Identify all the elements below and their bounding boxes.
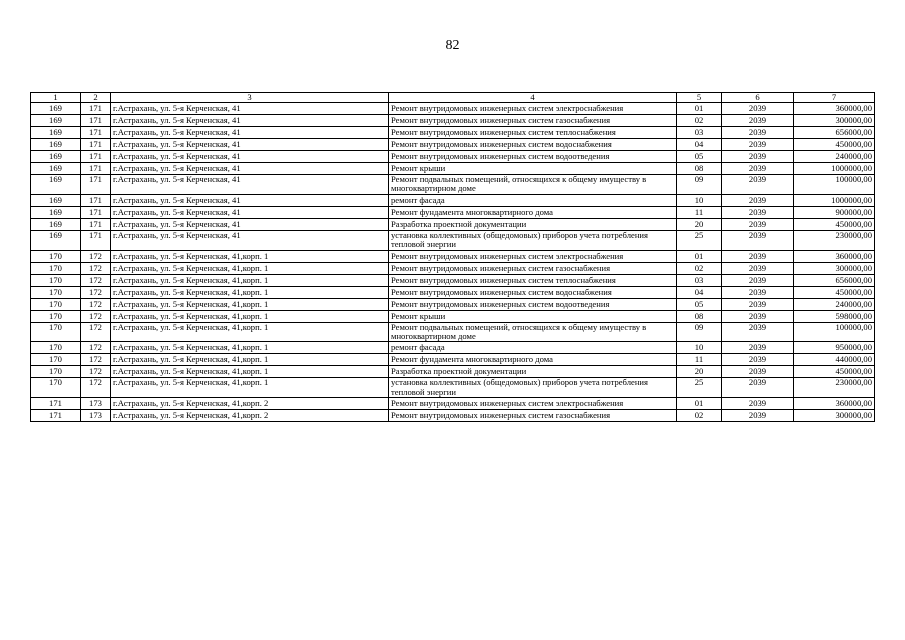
- cell-year: 2039: [722, 151, 794, 163]
- cell-work-code: 05: [677, 298, 722, 310]
- cell-cost: 100000,00: [794, 322, 875, 342]
- cell-address: г.Астрахань, ул. 5-я Керченская, 41,корп. 1: [111, 274, 389, 286]
- table-row: [31, 115, 875, 127]
- cell-row-number: 169: [31, 218, 81, 230]
- cell-work-code: 20: [677, 366, 722, 378]
- cell-house-number: 171: [81, 230, 111, 250]
- table-row: [31, 218, 875, 230]
- cell-row-number: 169: [31, 194, 81, 206]
- table-row: [31, 206, 875, 218]
- cell-year: 2039: [722, 366, 794, 378]
- cell-work-type: Ремонт внутридомовых инженерных систем электроснабжения: [389, 103, 677, 115]
- cell-row-number: 169: [31, 127, 81, 139]
- cell-row-number: 169: [31, 103, 81, 115]
- cell-cost: 360000,00: [794, 398, 875, 410]
- cell-row-number: 170: [31, 354, 81, 366]
- cell-row-number: 170: [31, 262, 81, 274]
- cell-work-code: 05: [677, 151, 722, 163]
- cell-year: 2039: [722, 286, 794, 298]
- cell-house-number: 172: [81, 274, 111, 286]
- cell-house-number: 172: [81, 262, 111, 274]
- cell-year: 2039: [722, 230, 794, 250]
- cell-year: 2039: [722, 206, 794, 218]
- cell-house-number: 172: [81, 298, 111, 310]
- cell-cost: 440000,00: [794, 354, 875, 366]
- cell-work-type: Ремонт крыши: [389, 310, 677, 322]
- cell-row-number: 169: [31, 115, 81, 127]
- cell-cost: 300000,00: [794, 115, 875, 127]
- cell-address: г.Астрахань, ул. 5-я Керченская, 41,корп. 1: [111, 354, 389, 366]
- cell-year: 2039: [722, 103, 794, 115]
- cell-cost: 450000,00: [794, 139, 875, 151]
- repair-schedule-table: [30, 92, 875, 422]
- cell-work-type: Ремонт внутридомовых инженерных систем теплоснабжения: [389, 127, 677, 139]
- cell-house-number: 173: [81, 410, 111, 422]
- cell-year: 2039: [722, 342, 794, 354]
- cell-house-number: 172: [81, 322, 111, 342]
- cell-work-code: 03: [677, 274, 722, 286]
- table-row: [31, 175, 875, 195]
- cell-work-type: ремонт фасада: [389, 342, 677, 354]
- table-row: [31, 286, 875, 298]
- column-header-6: 6: [722, 93, 794, 103]
- cell-row-number: 170: [31, 298, 81, 310]
- cell-house-number: 172: [81, 286, 111, 298]
- cell-year: 2039: [722, 163, 794, 175]
- cell-year: 2039: [722, 194, 794, 206]
- cell-address: г.Астрахань, ул. 5-я Керченская, 41,корп. 1: [111, 366, 389, 378]
- cell-cost: 900000,00: [794, 206, 875, 218]
- cell-cost: 300000,00: [794, 410, 875, 422]
- cell-address: г.Астрахань, ул. 5-я Керченская, 41,корп. 1: [111, 378, 389, 398]
- cell-house-number: 171: [81, 151, 111, 163]
- cell-work-code: 08: [677, 310, 722, 322]
- cell-year: 2039: [722, 354, 794, 366]
- cell-row-number: 169: [31, 206, 81, 218]
- cell-work-code: 10: [677, 194, 722, 206]
- cell-house-number: 172: [81, 310, 111, 322]
- cell-work-type: ремонт фасада: [389, 194, 677, 206]
- cell-address: г.Астрахань, ул. 5-я Керченская, 41,корп. 2: [111, 410, 389, 422]
- cell-work-type: установка коллективных (общедомовых) приборов учета потребления тепловой энергии: [389, 378, 677, 398]
- cell-work-code: 02: [677, 262, 722, 274]
- table-header-row: [31, 93, 875, 103]
- cell-work-code: 09: [677, 175, 722, 195]
- cell-work-type: Ремонт внутридомовых инженерных систем водоснабжения: [389, 139, 677, 151]
- cell-cost: 240000,00: [794, 298, 875, 310]
- cell-work-type: Ремонт внутридомовых инженерных систем электроснабжения: [389, 250, 677, 262]
- cell-work-code: 04: [677, 139, 722, 151]
- cell-work-type: Ремонт внутридомовых инженерных систем теплоснабжения: [389, 274, 677, 286]
- cell-house-number: 171: [81, 115, 111, 127]
- cell-cost: 100000,00: [794, 175, 875, 195]
- cell-work-type: Ремонт подвальных помещений, относящихся к общему имуществу в многоквартирном доме: [389, 175, 677, 195]
- table-row: [31, 230, 875, 250]
- cell-row-number: 170: [31, 366, 81, 378]
- cell-cost: 1000000,00: [794, 194, 875, 206]
- cell-year: 2039: [722, 322, 794, 342]
- cell-year: 2039: [722, 115, 794, 127]
- cell-row-number: 171: [31, 410, 81, 422]
- cell-year: 2039: [722, 262, 794, 274]
- cell-cost: 360000,00: [794, 250, 875, 262]
- table-row: [31, 250, 875, 262]
- cell-year: 2039: [722, 410, 794, 422]
- cell-work-code: 02: [677, 410, 722, 422]
- cell-work-type: Ремонт внутридомовых инженерных систем водоснабжения: [389, 286, 677, 298]
- cell-address: г.Астрахань, ул. 5-я Керченская, 41: [111, 206, 389, 218]
- cell-house-number: 171: [81, 175, 111, 195]
- cell-address: г.Астрахань, ул. 5-я Керченская, 41,корп. 1: [111, 286, 389, 298]
- cell-house-number: 172: [81, 250, 111, 262]
- table-body: [31, 103, 875, 422]
- cell-house-number: 172: [81, 378, 111, 398]
- cell-year: 2039: [722, 250, 794, 262]
- column-header-7: 7: [794, 93, 875, 103]
- cell-row-number: 169: [31, 163, 81, 175]
- cell-house-number: 172: [81, 354, 111, 366]
- cell-address: г.Астрахань, ул. 5-я Керченская, 41,корп. 1: [111, 298, 389, 310]
- cell-year: 2039: [722, 274, 794, 286]
- cell-work-type: Ремонт внутридомовых инженерных систем газоснабжения: [389, 410, 677, 422]
- table-row: [31, 354, 875, 366]
- cell-work-code: 08: [677, 163, 722, 175]
- cell-year: 2039: [722, 127, 794, 139]
- cell-cost: 240000,00: [794, 151, 875, 163]
- table-row: [31, 139, 875, 151]
- cell-address: г.Астрахань, ул. 5-я Керченская, 41: [111, 139, 389, 151]
- cell-year: 2039: [722, 398, 794, 410]
- table-row: [31, 410, 875, 422]
- cell-cost: 656000,00: [794, 127, 875, 139]
- column-header-2: 2: [81, 93, 111, 103]
- cell-year: 2039: [722, 139, 794, 151]
- cell-row-number: 169: [31, 175, 81, 195]
- column-header-1: 1: [31, 93, 81, 103]
- cell-row-number: 170: [31, 250, 81, 262]
- cell-row-number: 169: [31, 139, 81, 151]
- cell-address: г.Астрахань, ул. 5-я Керченская, 41: [111, 115, 389, 127]
- cell-row-number: 170: [31, 274, 81, 286]
- cell-cost: 656000,00: [794, 274, 875, 286]
- cell-row-number: 169: [31, 230, 81, 250]
- cell-cost: 450000,00: [794, 218, 875, 230]
- table-row: [31, 163, 875, 175]
- cell-work-code: 04: [677, 286, 722, 298]
- cell-address: г.Астрахань, ул. 5-я Керченская, 41: [111, 175, 389, 195]
- cell-work-type: Ремонт внутридомовых инженерных систем газоснабжения: [389, 262, 677, 274]
- table-row: [31, 398, 875, 410]
- cell-row-number: 170: [31, 286, 81, 298]
- cell-house-number: 171: [81, 218, 111, 230]
- cell-row-number: 170: [31, 378, 81, 398]
- cell-house-number: 172: [81, 342, 111, 354]
- cell-house-number: 172: [81, 366, 111, 378]
- cell-house-number: 171: [81, 103, 111, 115]
- cell-cost: 230000,00: [794, 230, 875, 250]
- table-row: [31, 322, 875, 342]
- cell-row-number: 169: [31, 151, 81, 163]
- cell-house-number: 171: [81, 194, 111, 206]
- cell-work-type: Разработка проектной документации: [389, 218, 677, 230]
- column-header-4: 4: [389, 93, 677, 103]
- table-row: [31, 342, 875, 354]
- cell-work-code: 01: [677, 250, 722, 262]
- cell-work-code: 01: [677, 103, 722, 115]
- cell-work-type: установка коллективных (общедомовых) приборов учета потребления тепловой энергии: [389, 230, 677, 250]
- cell-work-type: Разработка проектной документации: [389, 366, 677, 378]
- cell-cost: 598000,00: [794, 310, 875, 322]
- cell-year: 2039: [722, 298, 794, 310]
- table-row: [31, 298, 875, 310]
- table-row: [31, 194, 875, 206]
- cell-address: г.Астрахань, ул. 5-я Керченская, 41,корп. 1: [111, 310, 389, 322]
- cell-address: г.Астрахань, ул. 5-я Керченская, 41,корп. 1: [111, 322, 389, 342]
- cell-work-code: 25: [677, 230, 722, 250]
- cell-work-code: 25: [677, 378, 722, 398]
- cell-address: г.Астрахань, ул. 5-я Керченская, 41: [111, 127, 389, 139]
- table-row: [31, 127, 875, 139]
- cell-cost: 450000,00: [794, 366, 875, 378]
- cell-address: г.Астрахань, ул. 5-я Керченская, 41: [111, 151, 389, 163]
- cell-year: 2039: [722, 378, 794, 398]
- cell-address: г.Астрахань, ул. 5-я Керченская, 41,корп. 1: [111, 250, 389, 262]
- cell-work-code: 11: [677, 354, 722, 366]
- cell-year: 2039: [722, 218, 794, 230]
- table-row: [31, 262, 875, 274]
- cell-work-type: Ремонт крыши: [389, 163, 677, 175]
- table-row: [31, 274, 875, 286]
- cell-work-type: Ремонт подвальных помещений, относящихся к общему имуществу в многоквартирном доме: [389, 322, 677, 342]
- cell-cost: 230000,00: [794, 378, 875, 398]
- cell-house-number: 171: [81, 139, 111, 151]
- cell-work-type: Ремонт фундамента многоквартирного дома: [389, 354, 677, 366]
- cell-cost: 1000000,00: [794, 163, 875, 175]
- page-number: 82: [445, 38, 460, 53]
- table-row: [31, 366, 875, 378]
- cell-address: г.Астрахань, ул. 5-я Керченская, 41,корп. 1: [111, 342, 389, 354]
- cell-address: г.Астрахань, ул. 5-я Керченская, 41,корп. 2: [111, 398, 389, 410]
- cell-work-code: 09: [677, 322, 722, 342]
- table-row: [31, 378, 875, 398]
- cell-house-number: 173: [81, 398, 111, 410]
- cell-work-code: 11: [677, 206, 722, 218]
- cell-work-code: 20: [677, 218, 722, 230]
- cell-work-code: 02: [677, 115, 722, 127]
- cell-cost: 450000,00: [794, 286, 875, 298]
- cell-address: г.Астрахань, ул. 5-я Керченская, 41: [111, 194, 389, 206]
- cell-work-type: Ремонт внутридомовых инженерных систем газоснабжения: [389, 115, 677, 127]
- cell-address: г.Астрахань, ул. 5-я Керченская, 41: [111, 103, 389, 115]
- cell-house-number: 171: [81, 163, 111, 175]
- cell-cost: 300000,00: [794, 262, 875, 274]
- cell-row-number: 171: [31, 398, 81, 410]
- cell-work-type: Ремонт внутридомовых инженерных систем водоотведения: [389, 151, 677, 163]
- cell-address: г.Астрахань, ул. 5-я Керченская, 41: [111, 163, 389, 175]
- column-header-5: 5: [677, 93, 722, 103]
- cell-row-number: 170: [31, 342, 81, 354]
- cell-year: 2039: [722, 310, 794, 322]
- cell-work-type: Ремонт внутридомовых инженерных систем электроснабжения: [389, 398, 677, 410]
- cell-house-number: 171: [81, 206, 111, 218]
- cell-work-code: 10: [677, 342, 722, 354]
- table-row: [31, 310, 875, 322]
- cell-row-number: 170: [31, 322, 81, 342]
- cell-address: г.Астрахань, ул. 5-я Керченская, 41: [111, 230, 389, 250]
- cell-address: г.Астрахань, ул. 5-я Керченская, 41,корп. 1: [111, 262, 389, 274]
- cell-work-type: Ремонт внутридомовых инженерных систем водоотведения: [389, 298, 677, 310]
- column-header-3: 3: [111, 93, 389, 103]
- cell-year: 2039: [722, 175, 794, 195]
- table-row: [31, 103, 875, 115]
- cell-work-type: Ремонт фундамента многоквартирного дома: [389, 206, 677, 218]
- cell-cost: 950000,00: [794, 342, 875, 354]
- cell-row-number: 170: [31, 310, 81, 322]
- cell-work-code: 01: [677, 398, 722, 410]
- cell-cost: 360000,00: [794, 103, 875, 115]
- cell-house-number: 171: [81, 127, 111, 139]
- cell-address: г.Астрахань, ул. 5-я Керченская, 41: [111, 218, 389, 230]
- cell-work-code: 03: [677, 127, 722, 139]
- table-row: [31, 151, 875, 163]
